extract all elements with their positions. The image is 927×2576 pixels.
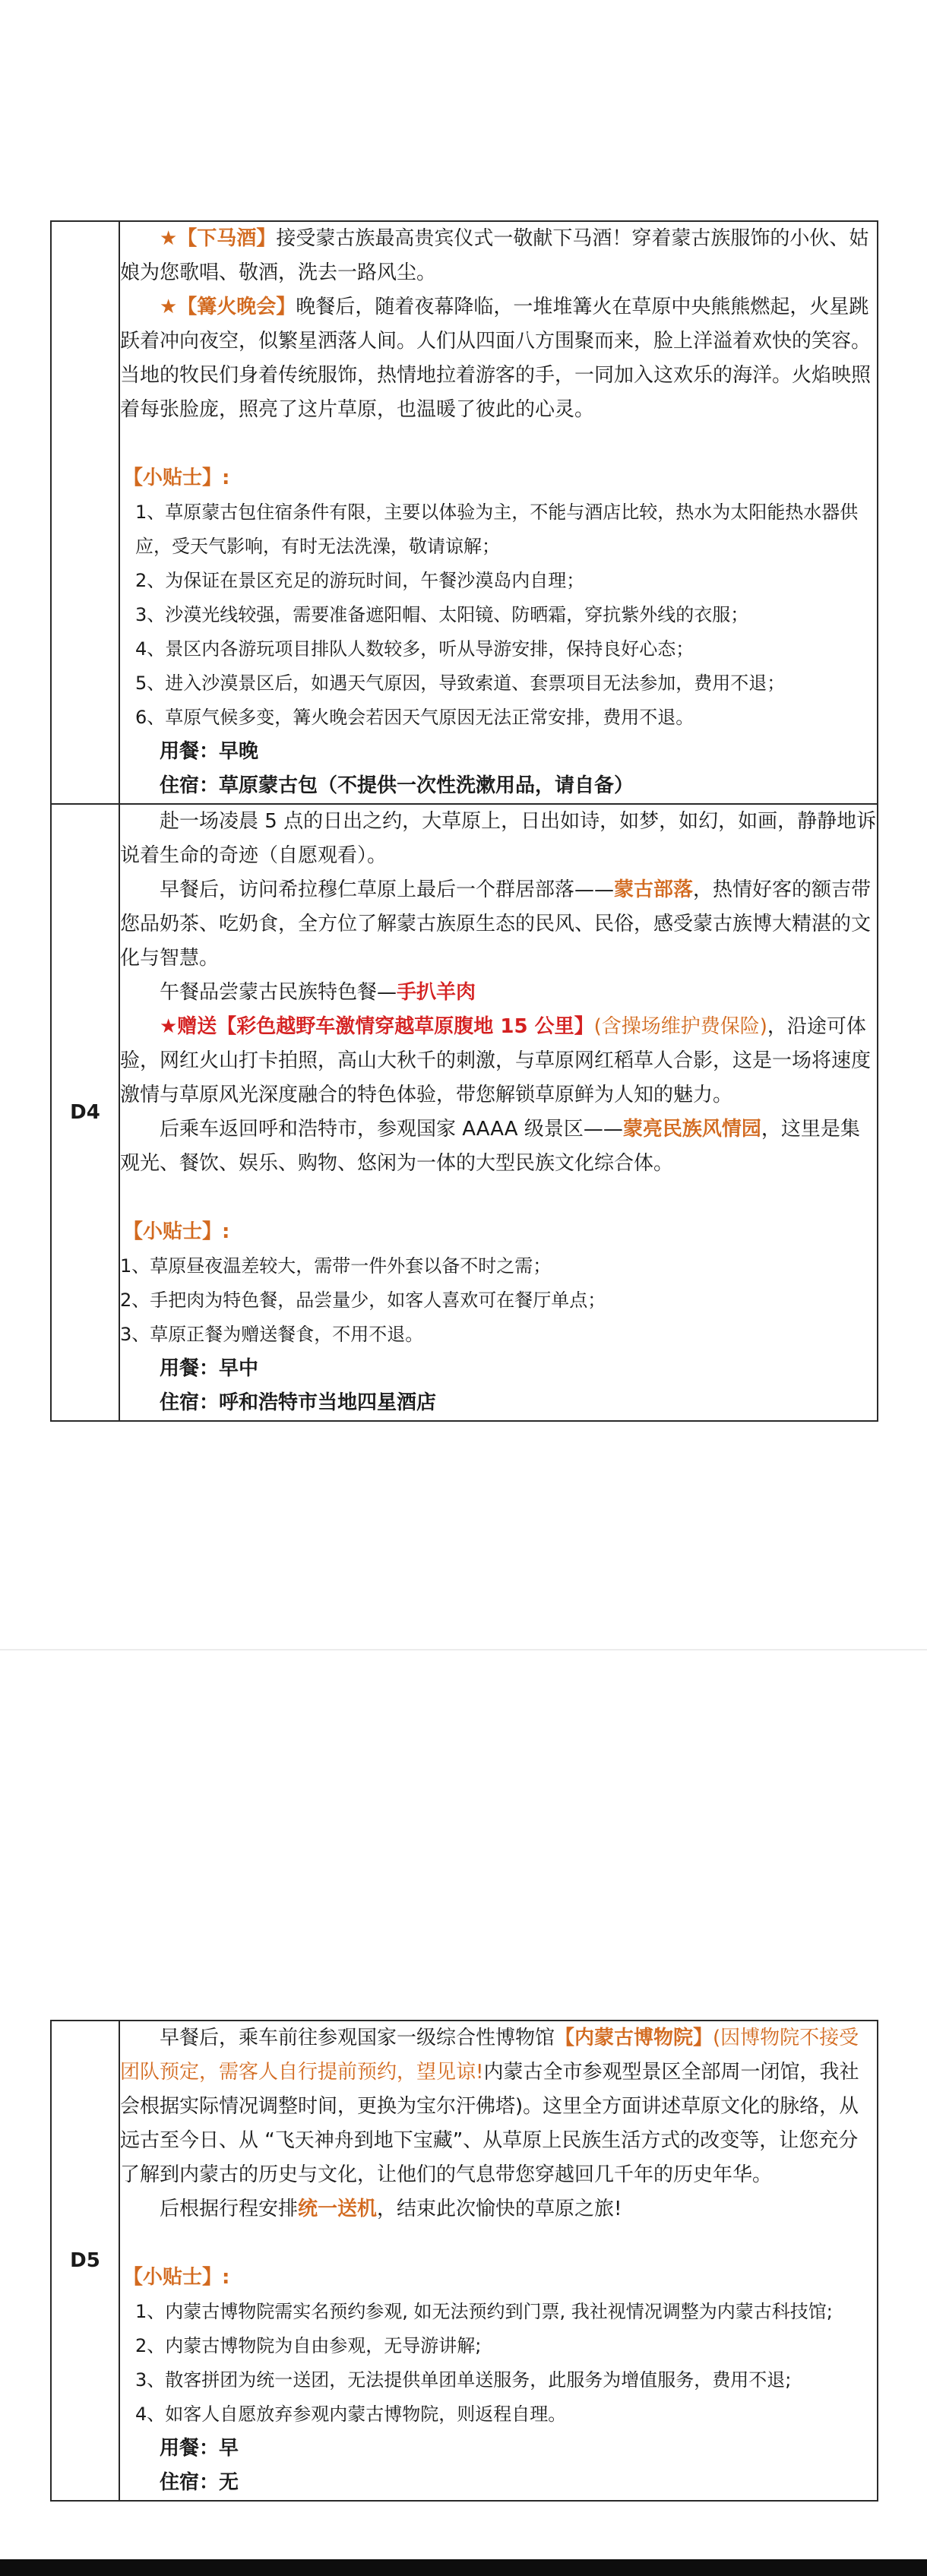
day4-meals: 用餐：早中 [160,1357,259,1380]
airport-transfer-paragraph: 后根据行程安排统一送机，结束此次愉快的草原之旅! [160,2198,622,2220]
day4-tips-title: 【小贴士】: [123,1220,230,1243]
welcome-wine-paragraph: ★【下马酒】接受蒙古族最高贵宾仪式一敬献下马酒！穿着蒙古族服饰的小伙、姑娘为您歌唱、敬酒，洗去一路风尘。 [120,227,869,284]
day4-content [119,804,878,1421]
day3-tip-item: 4、景区内各游玩项目排队人数较多，听从导游安排，保持良好心态； [135,638,694,660]
sunrise-paragraph: 赴一场凌晨 5 点的日出之约，大草原上，日出如诗，如梦，如幻，如画，静静地诉说着生命的奇迹（自愿观看）。 [120,810,877,867]
tribe-paragraph: 早餐后，访问希拉穆仁草原上最后一个群居部落——蒙古部落，热情好客的额吉带您品奶茶、吃奶食，全方位了解蒙古族原生态的民风、民俗，感受蒙古族博大精湛的文化与智慧。 [120,878,872,970]
day3-tip-item: 1、草原蒙古包住宿条件有限，主要以体验为主，不能与酒店比较，热水为太阳能热水器供应，受天气影响，有时无法洗澡，敬请谅解； [135,502,859,557]
day3-row [51,221,878,804]
day5-tip-item: 4、如客人自愿放弃参观内蒙古博物院，则返程自理。 [135,2404,567,2425]
day4-label: D4 [51,804,119,1421]
museum-paragraph: 早餐后，乘车前往参观国家一级综合性博物馆【内蒙古博物院】(因博物院不接受团队预定，需客人自行提前预约，望见谅!内蒙古全市参观型景区全部周一闭馆，我社会根据实际情况调整时间，更换为宝尔汗佛塔)。这里全方面讲述草原文化的脉络，从远古至今日、从 “飞天神舟到地下宝藏”、从草原上民族生活方式的改变等，让您充分了解到内蒙古的历史与文化，让他们的气息带您穿越回几千年的历史年华。 [120,2027,859,2186]
day3-tip-item: 3、沙漠光线较强，需要准备遮阳帽、太阳镜、防晒霜，穿抗紫外线的衣服； [135,604,749,625]
day5-tips-title: 【小贴士】: [123,2266,230,2289]
day5-label: D5 [51,2021,119,2501]
day4-tip-item: 1、草原昼夜温差较大，需带一件外套以备不时之需； [120,1255,552,1277]
day3-lodging: 住宿：草原蒙古包（不提供一次性洗漱用品，请自备） [160,774,634,797]
day5-meals: 用餐：早 [160,2437,239,2460]
itinerary-table-top [50,220,878,1422]
itinerary-table-bottom [50,2020,878,2502]
day3-meals: 用餐：早晚 [160,740,259,763]
page-separator [0,1649,927,1650]
day5-tip-item: 1、内蒙古博物院需实名预约参观, 如无法预约到门票, 我社视情况调整为内蒙古科技馆; [135,2301,833,2322]
day5-tip-item: 2、内蒙古博物院为自由参观，无导游讲解; [135,2335,482,2356]
lunch-paragraph: 午餐品尝蒙古民族特色餐—手扒羊肉 [160,981,476,1004]
folk-park-paragraph: 后乘车返回呼和浩特市，参观国家 AAAA 级景区——蒙亮民族风情园，这里是集观光、餐饮、娱乐、购物、悠闲为一体的大型民族文化综合体。 [120,1118,860,1175]
day3-tips-title: 【小贴士】: [123,467,230,489]
day3-label-cell [51,221,119,804]
day4-lodging: 住宿：呼和浩特市当地四星酒店 [160,1391,437,1414]
bottom-bar [0,2559,927,2576]
day3-tip-item: 2、为保证在景区充足的游玩时间，午餐沙漠岛内自理； [135,570,585,591]
day4-tip-item: 3、草原正餐为赠送餐食，不用不退。 [120,1324,424,1345]
bonfire-paragraph: ★【篝火晚会】晚餐后，随着夜幕降临，一堆堆篝火在草原中央熊熊燃起，火星跳跃着冲向夜空，似繁星洒落人间。人们从四面八方围聚而来，脸上洋溢着欢快的笑容。当地的牧民们身着传统服饰，热情地拉着游客的手，一同加入这欢乐的海洋。火焰映照着每张脸庞，照亮了这片草原，也温暖了彼此的心灵。 [120,296,872,421]
day5-row [51,2021,878,2501]
day5-content [119,2021,878,2501]
day4-row [51,804,878,1421]
day5-lodging: 住宿：无 [160,2471,239,2494]
offroad-paragraph: ★赠送【彩色越野车激情穿越草原腹地 15 公里】(含操场维护费保险)，沿途可体验，网红火山打卡拍照，高山大秋千的刺激，与草原网红稻草人合影，这是一场将速度激情与草原风光深度融合的特色体验，带您解锁草原鲜为人知的魅力。 [120,1015,872,1106]
day4-tip-item: 2、手把肉为特色餐，品尝量少，如客人喜欢可在餐厅单点； [120,1290,606,1311]
day3-tip-item: 5、进入沙漠景区后，如遇天气原因，导致索道、套票项目无法参加，费用不退； [135,672,786,694]
day3-tip-item: 6、草原气候多变，篝火晚会若因天气原因无法正常安排，费用不退。 [135,707,694,728]
day3-content [119,221,878,804]
day5-tip-item: 3、散客拼团为统一送团，无法提供单团单送服务，此服务为增值服务，费用不退; [135,2369,792,2391]
